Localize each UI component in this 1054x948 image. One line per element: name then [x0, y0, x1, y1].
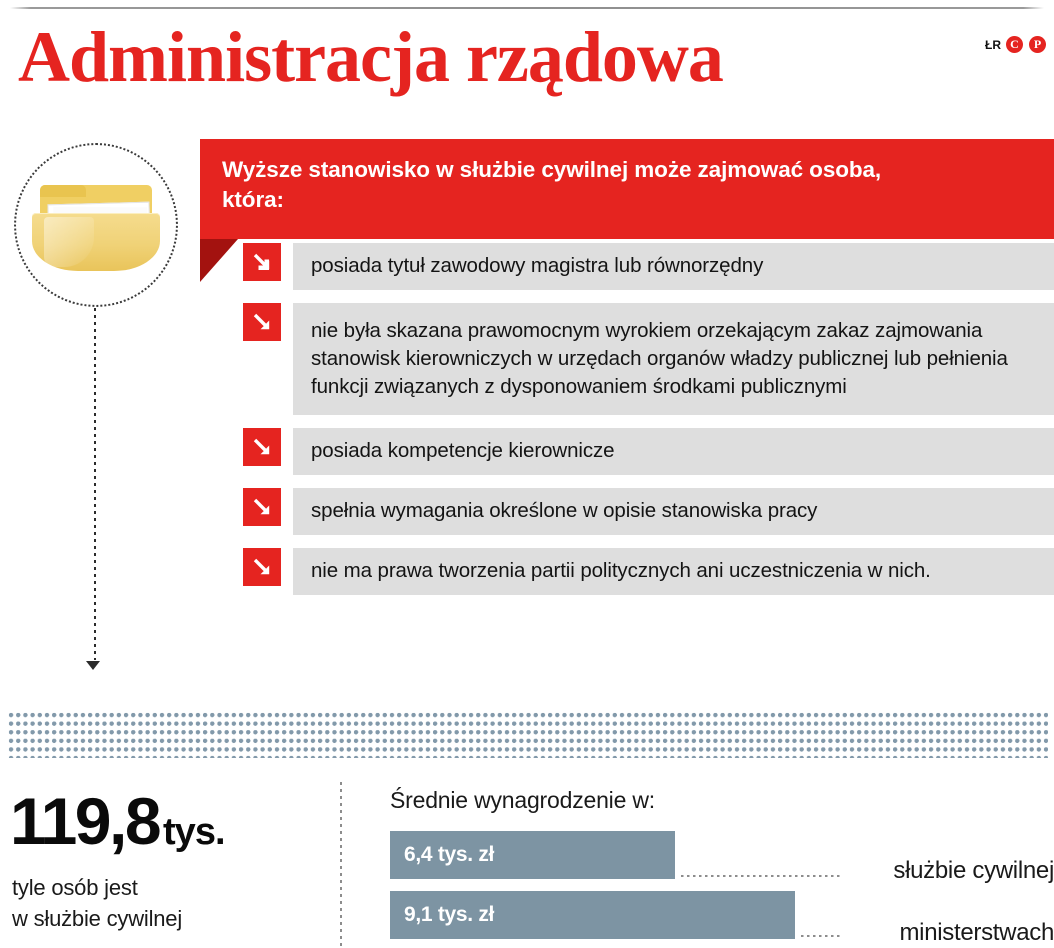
bar-value-label: 9,1 tys. zł: [404, 903, 495, 926]
headline-statistic-unit: tys.: [163, 811, 225, 853]
bar-service: [390, 831, 675, 879]
leader-line: [801, 935, 841, 937]
arrow-down-right-icon: [243, 488, 281, 526]
bar-row: [390, 891, 1054, 946]
list-item: [243, 428, 1054, 475]
bar-value-label: 6,4 tys. zł: [404, 843, 495, 866]
author-initials: ŁR: [985, 37, 1001, 52]
callout-banner-text: Wyższe stanowisko w służbie cywilnej może zajmować osoba, która:: [222, 157, 882, 212]
arrow-down-right-icon: [243, 428, 281, 466]
bar-category-label: służbie cywilnej: [893, 857, 1054, 884]
bar-category-label: ministerstwach: [899, 919, 1054, 946]
callout-banner: [200, 139, 1054, 239]
salary-bar-chart: [390, 786, 1054, 948]
copyright-p-icon: P: [1029, 36, 1046, 53]
leader-line: [681, 875, 841, 877]
list-item: [243, 303, 1054, 415]
chevron-down-icon: [86, 661, 100, 670]
halftone-divider: [8, 712, 1048, 758]
headline-statistic-caption: [12, 872, 182, 934]
arrow-down-right-icon: [243, 548, 281, 586]
list-item-label: nie ma prawa tworzenia partii politycznych ani uczestniczenia w nich.: [293, 548, 1054, 595]
criteria-list: [243, 243, 1054, 608]
caption-line-1: tyle osób jest: [12, 875, 138, 900]
bar-row: [390, 831, 1054, 884]
dotted-connector-line: [94, 308, 96, 660]
corner-credit-marks: [985, 36, 1046, 53]
list-item-label: posiada tytuł zawodowy magistra lub równorzędny: [293, 243, 1054, 290]
top-divider-rule: [10, 7, 1044, 9]
list-item-label: spełnia wymagania określone w opisie stanowiska pracy: [293, 488, 1054, 535]
caption-line-2: w służbie cywilnej: [12, 906, 183, 931]
headline-statistic-value: 119,8: [10, 784, 160, 858]
list-item: [243, 548, 1054, 595]
chart-title: Średnie wynagrodzenie w:: [390, 787, 655, 813]
arrow-down-right-icon: [243, 303, 281, 341]
callout-banner-tail: [200, 239, 238, 282]
vertical-dotted-divider: [340, 782, 342, 948]
copyright-c-icon: C: [1006, 36, 1023, 53]
folder-tab: [40, 185, 86, 197]
list-item: [243, 243, 1054, 290]
list-item: [243, 488, 1054, 535]
list-item-label: posiada kompetencje kierownicze: [293, 428, 1054, 475]
page-title: Administracja rządowa: [18, 17, 723, 97]
folder-medallion: [14, 143, 178, 307]
bar-ministries: [390, 891, 795, 939]
arrow-down-right-icon: [243, 243, 281, 281]
list-item-label: nie była skazana prawomocnym wyrokiem orzekającym zakaz zajmowania stanowisk kierowniczych w urzędach organów władzy publicznej lub pełnienia funkcji związanych z dysponowaniem środkami publicznymi: [293, 303, 1054, 415]
folder-icon: [32, 185, 160, 271]
headline-statistic: [10, 786, 225, 867]
